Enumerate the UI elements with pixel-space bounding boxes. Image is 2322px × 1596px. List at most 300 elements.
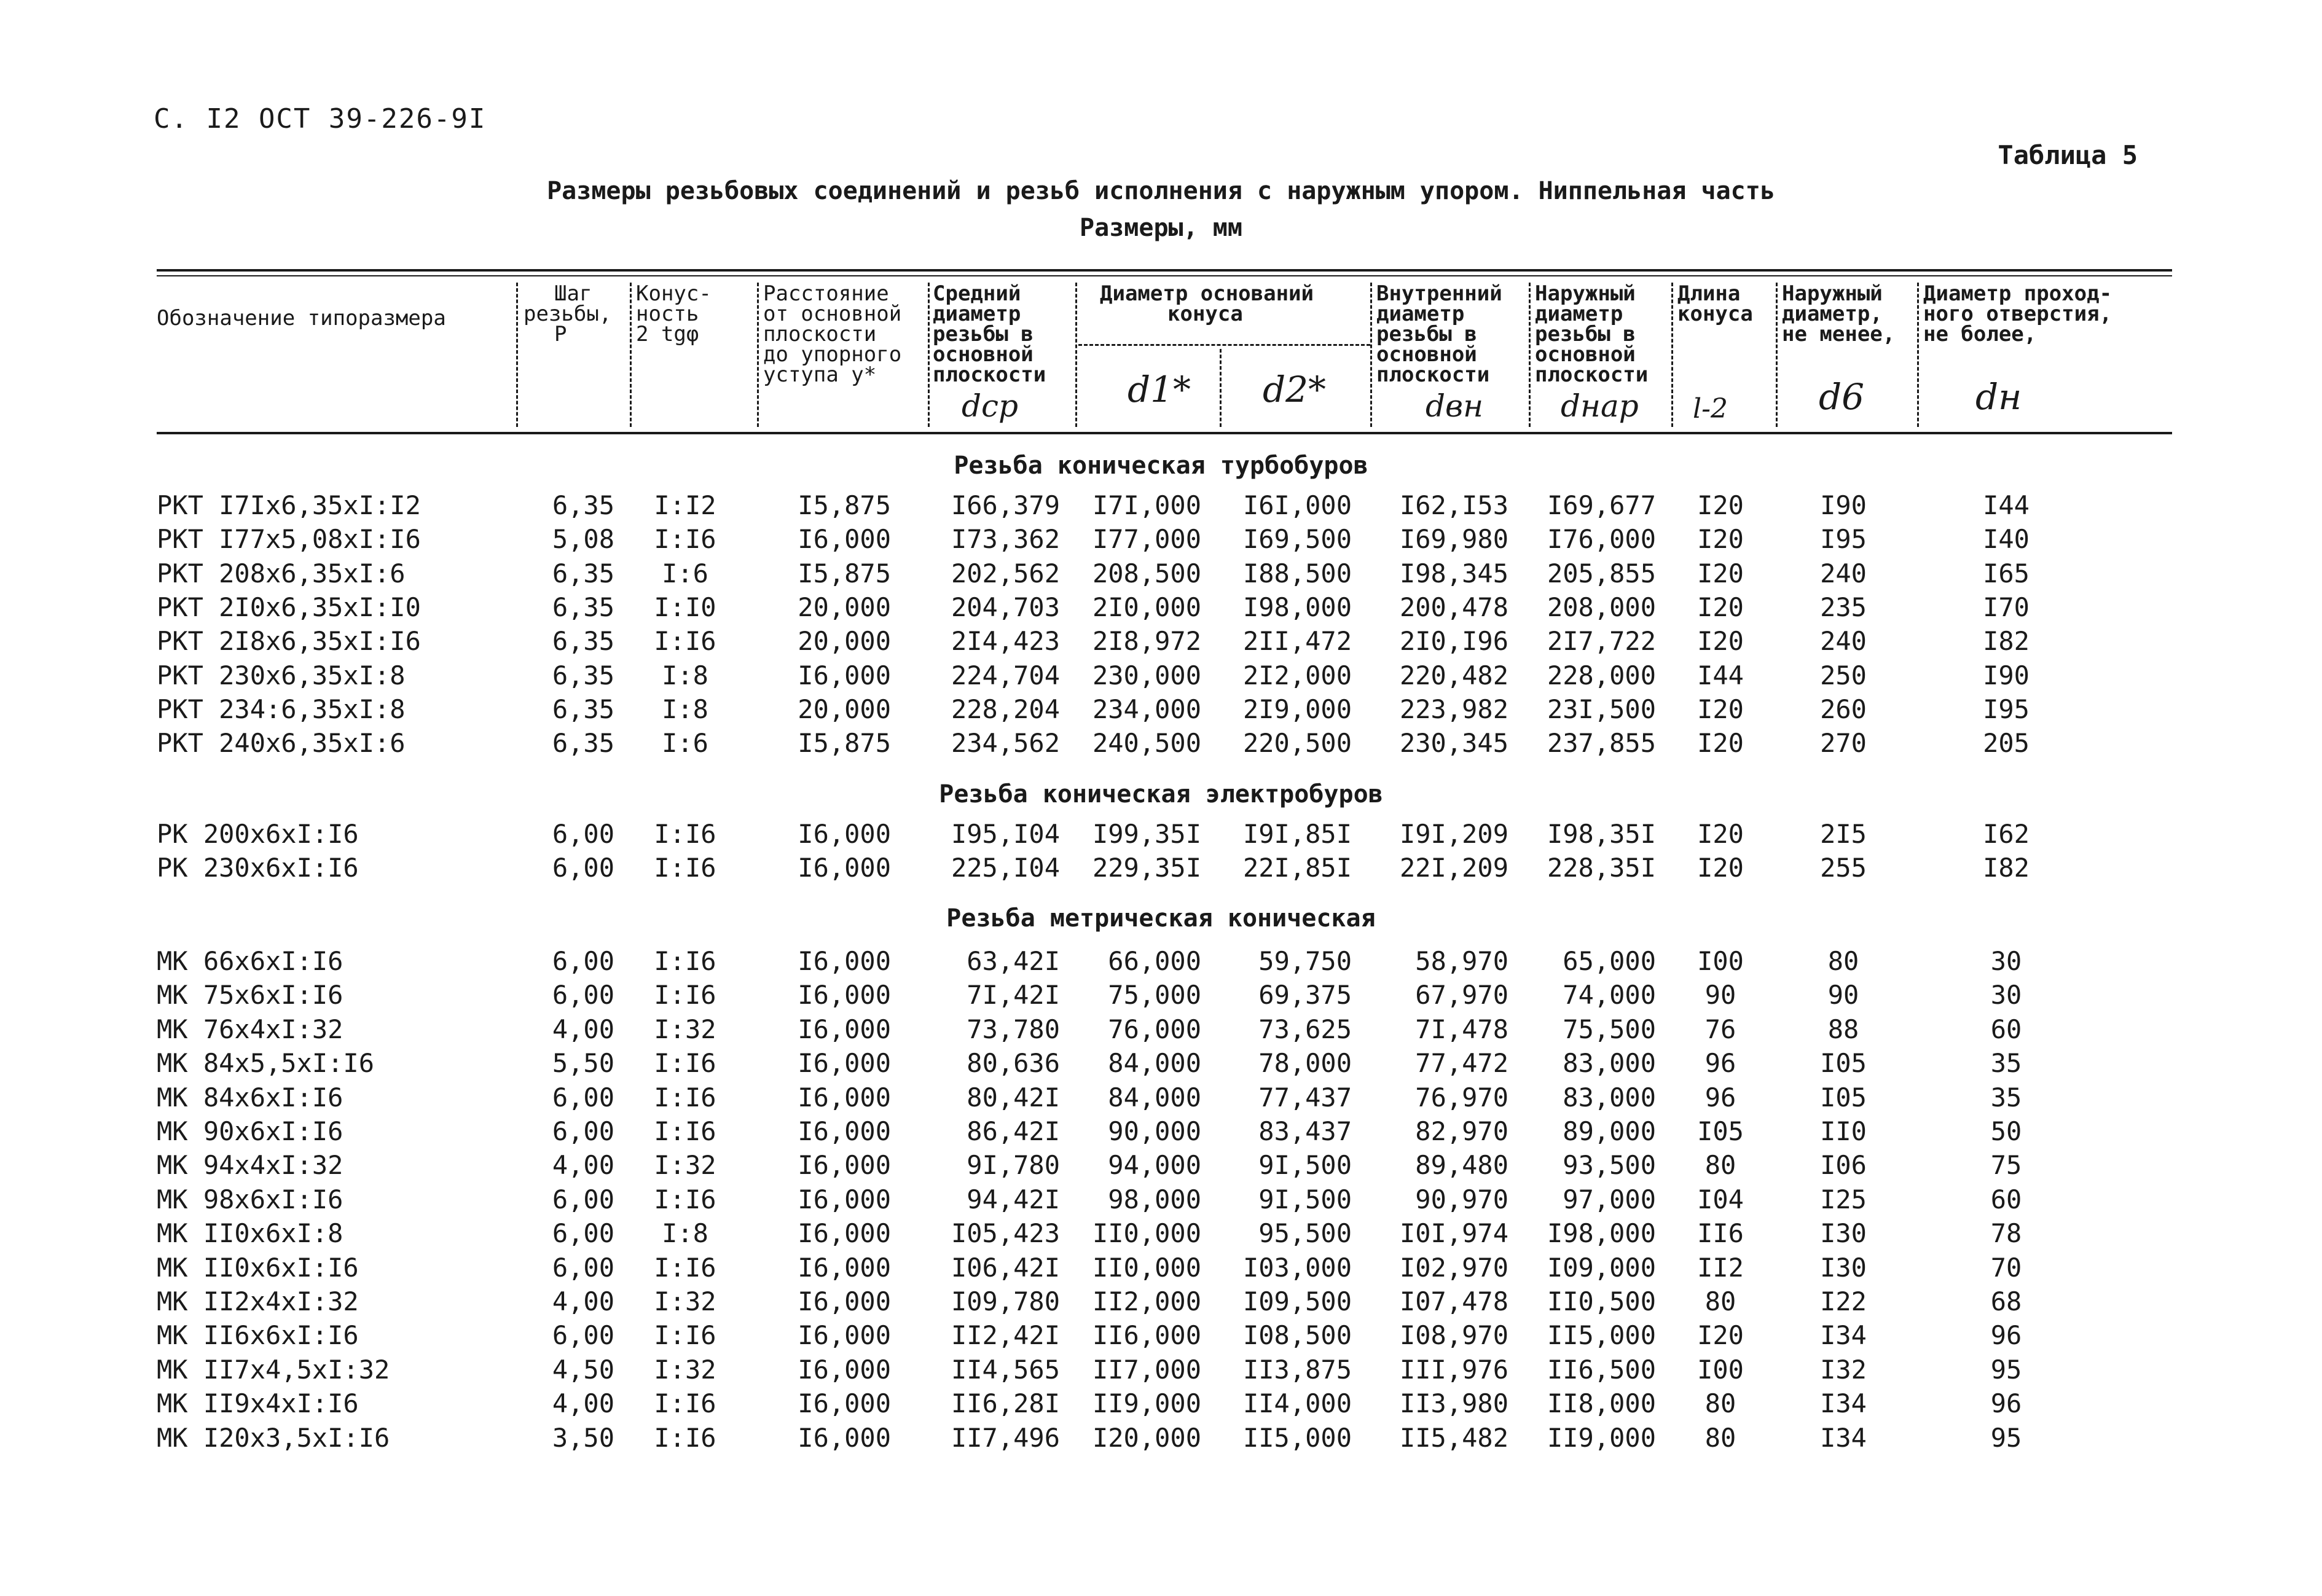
cell-d1: II2,000 [1092,1286,1201,1316]
cell-d2: I6I,000 [1242,490,1352,520]
table-row [0,1082,2322,1113]
cell-designation: МК II0x6xI:8 [157,1218,343,1249]
cell-distance: 20,000 [798,626,891,657]
cell-pitch: 6,35 [552,592,614,622]
cell-taper: I:I6 [654,1252,716,1283]
cell-distance: I6,000 [798,1286,891,1316]
cell-mean-dia: I95,I04 [951,819,1060,849]
cell-inner-dia: 200,478 [1399,592,1508,622]
cell-d1: 84,000 [1108,1082,1201,1113]
cell-d2: 22I,85I [1242,853,1352,883]
units-caption: Размеры, мм [1080,214,1242,242]
cell-inner-dia: I62,I53 [1399,490,1508,520]
cell-distance: I6,000 [798,1218,891,1249]
cell-distance: I6,000 [798,1184,891,1215]
cell-bore: 96 [1990,1320,2022,1351]
cell-designation: МК 98x6xI:I6 [157,1184,343,1215]
table-row [0,1048,2322,1079]
col-separator [928,283,930,427]
symbol-mean-dia: dср [962,388,1019,424]
cell-designation: МК 84x5,5xI:I6 [157,1048,375,1079]
cell-outer-dia: 83,000 [1563,1048,1656,1079]
cell-outer-min: 250 [1820,660,1867,690]
cell-cone-len: 90 [1704,980,1736,1011]
cell-designation: МК 94x4xI:32 [157,1150,343,1181]
col-pitch-header: Шаг резьбы, P [524,281,612,346]
cell-cone-len: 80 [1704,1286,1736,1316]
cell-outer-min: 255 [1820,853,1867,883]
cell-d1: 76,000 [1108,1014,1201,1044]
cell-d1: 230,000 [1092,660,1201,690]
table-row [0,1388,2322,1419]
cell-cone-len: I20 [1697,819,1744,849]
cell-designation: РК 200x6xI:I6 [157,819,359,849]
cell-mean-dia: 228,204 [951,694,1060,724]
cell-d2: 78,000 [1258,1048,1352,1079]
cell-cone-len: I20 [1697,694,1744,724]
cell-distance: I6,000 [798,946,891,976]
cell-outer-min: I30 [1820,1252,1867,1283]
cell-mean-dia: 80,636 [967,1048,1060,1079]
cell-pitch: 6,00 [552,1252,614,1283]
cell-d1: II0,000 [1092,1252,1201,1283]
cell-outer-min: I22 [1820,1286,1867,1316]
cell-pitch: 4,00 [552,1150,614,1181]
cell-cone-len: I20 [1697,592,1744,622]
cell-distance: I6,000 [798,1388,891,1419]
cell-outer-min: 240 [1820,626,1867,657]
table-caption: Размеры резьбовых соединений и резьб исполнения с наружным упором. Ниппельная часть [547,177,1775,205]
cell-mean-dia: 94,42I [967,1184,1060,1215]
col-mean-dia-header: Средний диаметр резьбы в основной плоскости [933,281,1046,387]
cell-bore: 50 [1990,1116,2022,1146]
cell-d1: II7,000 [1092,1354,1201,1385]
cell-taper: I:8 [662,694,708,724]
cell-inner-dia: II5,482 [1399,1422,1508,1453]
cell-inner-dia: II3,980 [1399,1388,1508,1419]
cell-d2: II4,000 [1242,1388,1352,1419]
col-separator [1370,283,1372,427]
table-row [0,1320,2322,1351]
cell-outer-dia: I69,677 [1547,490,1656,520]
cell-pitch: 4,00 [552,1286,614,1316]
cell-pitch: 6,00 [552,1116,614,1146]
cell-inner-dia: 58,970 [1415,946,1508,976]
table-row [0,524,2322,555]
cell-cone-len: I20 [1697,853,1744,883]
cell-cone-len: I20 [1697,626,1744,657]
cell-d1: 240,500 [1092,728,1201,759]
cell-bore: 68 [1990,1286,2022,1316]
table-row [0,1286,2322,1317]
cell-cone-len: I20 [1697,728,1744,759]
table-row [0,490,2322,521]
cell-bore: 96 [1990,1388,2022,1419]
cell-inner-dia: I08,970 [1399,1320,1508,1351]
cell-outer-min: I30 [1820,1218,1867,1249]
cell-distance: I6,000 [798,1014,891,1044]
cell-d2: 83,437 [1258,1116,1352,1146]
table-row [0,819,2322,850]
cell-pitch: 5,50 [552,1048,614,1079]
cell-taper: I:I6 [654,1184,716,1215]
cell-outer-min: 240 [1820,558,1867,589]
cell-designation: МК I20x3,5xI:I6 [157,1422,390,1453]
cell-pitch: 6,35 [552,490,614,520]
cell-taper: I:32 [654,1354,716,1385]
cell-bore: 30 [1990,980,2022,1011]
cell-mean-dia: 225,I04 [951,853,1060,883]
cell-d1: II0,000 [1092,1218,1201,1249]
cell-outer-min: I34 [1820,1388,1867,1419]
cell-bore: I82 [1983,853,2030,883]
cell-designation: РКТ 208x6,35xI:6 [157,558,406,589]
cell-d2: I88,500 [1242,558,1352,589]
cell-inner-dia: 82,970 [1415,1116,1508,1146]
cell-pitch: 6,35 [552,626,614,657]
cell-mean-dia: 204,703 [951,592,1060,622]
cell-pitch: 6,35 [552,660,614,690]
cell-mean-dia: II6,28I [951,1388,1060,1419]
cell-inner-dia: 7I,478 [1415,1014,1508,1044]
cell-designation: МК 66x6xI:I6 [157,946,343,976]
col-separator [757,283,759,427]
cell-bore: 60 [1990,1014,2022,1044]
cell-d2: 2I9,000 [1242,694,1352,724]
cell-designation: МК II7x4,5xI:32 [157,1354,390,1385]
table-row [0,1184,2322,1215]
col-separator [1075,283,1077,427]
cell-distance: I6,000 [798,980,891,1011]
section-title: Резьба коническая электробуров [939,780,1383,808]
cell-d1: II6,000 [1092,1320,1201,1351]
table-row [0,626,2322,657]
cell-bore: 205 [1983,728,2030,759]
cell-designation: МК II6x6xI:I6 [157,1320,359,1351]
cell-mean-dia: 73,780 [967,1014,1060,1044]
cell-mean-dia: II7,496 [951,1422,1060,1453]
cell-pitch: 6,35 [552,728,614,759]
cell-outer-dia: 237,855 [1547,728,1656,759]
cell-d2: 2I2,000 [1242,660,1352,690]
cell-d2: I09,500 [1242,1286,1352,1316]
cell-bore: I90 [1983,660,2030,690]
cell-d2: 9I,500 [1258,1184,1352,1215]
cell-outer-dia: 228,000 [1547,660,1656,690]
cell-outer-min: II0 [1820,1116,1867,1146]
cell-pitch: 6,00 [552,819,614,849]
cell-outer-dia: 2I7,722 [1547,626,1656,657]
cell-bore: 70 [1990,1252,2022,1283]
cell-d1: 90,000 [1108,1116,1201,1146]
table-row [0,1355,2322,1385]
cell-taper: I:I6 [654,1422,716,1453]
cell-outer-dia: I98,35I [1547,819,1656,849]
cell-designation: РКТ I7Ix6,35xI:I2 [157,490,421,520]
cell-outer-min: 2I5 [1820,819,1867,849]
cell-outer-min: 260 [1820,694,1867,724]
cell-outer-dia: 93,500 [1563,1150,1656,1181]
cell-cone-len: 96 [1704,1048,1736,1079]
cell-inner-dia: I98,345 [1399,558,1508,589]
cell-cone-len: I04 [1697,1184,1744,1215]
cell-outer-min: I32 [1820,1354,1867,1385]
cell-d1: I99,35I [1092,819,1201,849]
cell-outer-min: I25 [1820,1184,1867,1215]
cell-designation: РК 230x6xI:I6 [157,853,359,883]
table-row [0,728,2322,759]
cell-outer-min: I34 [1820,1422,1867,1453]
cell-cone-len: 76 [1704,1014,1736,1044]
cell-bore: I44 [1983,490,2030,520]
cell-designation: МК 84x6xI:I6 [157,1082,343,1113]
cell-inner-dia: 90,970 [1415,1184,1508,1215]
cell-outer-dia: I98,000 [1547,1218,1656,1249]
cell-distance: I6,000 [798,1422,891,1453]
cell-taper: I:I6 [654,1082,716,1113]
col-bore-header: Диаметр проход- ного отверстия, не более, [1923,281,2112,346]
cell-outer-dia: 205,855 [1547,558,1656,589]
cell-bore: I95 [1983,694,2030,724]
cell-outer-min: I06 [1820,1150,1867,1181]
cell-inner-dia: 89,480 [1415,1150,1508,1181]
cell-cone-len: I00 [1697,1354,1744,1385]
cell-inner-dia: 22I,209 [1399,853,1508,883]
table-label: Таблица 5 [1998,140,2138,170]
cell-outer-dia: 75,500 [1563,1014,1656,1044]
cell-d1: 234,000 [1092,694,1201,724]
cell-mean-dia: I05,423 [951,1218,1060,1249]
cell-d1: 98,000 [1108,1184,1201,1215]
cell-pitch: 6,35 [552,694,614,724]
cell-mean-dia: 9I,780 [967,1150,1060,1181]
cell-designation: МК II9x4xI:I6 [157,1388,359,1419]
cell-inner-dia: I9I,209 [1399,819,1508,849]
cell-outer-dia: II9,000 [1547,1422,1656,1453]
cell-inner-dia: I07,478 [1399,1286,1508,1316]
cell-distance: I6,000 [798,1150,891,1181]
cell-mean-dia: I06,42I [951,1252,1060,1283]
cell-bore: I62 [1983,819,2030,849]
cell-d2: 69,375 [1258,980,1352,1011]
cell-outer-dia: 228,35I [1547,853,1656,883]
cell-bore: I82 [1983,626,2030,657]
cell-bore: 78 [1990,1218,2022,1249]
cell-inner-dia: 76,970 [1415,1082,1508,1113]
cell-distance: 20,000 [798,694,891,724]
table-row [0,660,2322,691]
cell-designation: МК 90x6xI:I6 [157,1116,343,1146]
cell-pitch: 6,00 [552,1082,614,1113]
col-outer-dia-header: Наружный диаметр резьбы в основной плоскости [1535,281,1649,387]
cell-d2: 2II,472 [1242,626,1352,657]
cell-cone-len: I00 [1697,946,1744,976]
cell-d1: I7I,000 [1092,490,1201,520]
cell-d1: 229,35I [1092,853,1201,883]
cell-inner-dia: 220,482 [1399,660,1508,690]
cell-cone-len: I20 [1697,558,1744,589]
cell-designation: РКТ I77x5,08xI:I6 [157,524,421,555]
symbol-d2: d2* [1263,369,1327,410]
cell-d2: I08,500 [1242,1320,1352,1351]
cell-d1: 2I0,000 [1092,592,1201,622]
cell-pitch: 6,00 [552,853,614,883]
cell-pitch: 5,08 [552,524,614,555]
cell-outer-dia: 208,000 [1547,592,1656,622]
cell-pitch: 6,00 [552,980,614,1011]
cell-d1: 208,500 [1092,558,1201,589]
cell-outer-dia: 65,000 [1563,946,1656,976]
cell-outer-dia: 83,000 [1563,1082,1656,1113]
cell-distance: I6,000 [798,1116,891,1146]
cell-bore: 75 [1990,1150,2022,1181]
cell-distance: I5,875 [798,558,891,589]
col-separator [630,283,632,427]
cell-d2: I9I,85I [1242,819,1352,849]
cell-distance: I6,000 [798,660,891,690]
cell-outer-min: 90 [1827,980,1859,1011]
cell-d1: I77,000 [1092,524,1201,555]
cell-mean-dia: 234,562 [951,728,1060,759]
cell-cone-len: I20 [1697,1320,1744,1351]
cell-d2: I69,500 [1242,524,1352,555]
cell-pitch: 4,00 [552,1388,614,1419]
cell-designation: РКТ 240x6,35xI:6 [157,728,406,759]
table-row [0,592,2322,623]
cell-mean-dia: 63,42I [967,946,1060,976]
col-distance-header: Расстояние от основной плоскости до упорного уступа y* [763,281,902,387]
page-header: С. I2 ОСТ 39-226-9I [154,103,487,135]
cell-inner-dia: I69,980 [1399,524,1508,555]
cell-bore: 35 [1990,1048,2022,1079]
cell-d1: 66,000 [1108,946,1201,976]
cell-pitch: 4,00 [552,1014,614,1044]
cell-d2: 59,750 [1258,946,1352,976]
cell-d2: 77,437 [1258,1082,1352,1113]
cell-inner-dia: 223,982 [1399,694,1508,724]
cell-outer-min: 235 [1820,592,1867,622]
cell-bore: 95 [1990,1354,2022,1385]
table-row [0,1218,2322,1249]
symbol-cone-len: l-2 [1693,393,1728,424]
cell-bore: 95 [1990,1422,2022,1453]
header-top-rule [157,269,2172,272]
cell-cone-len: 80 [1704,1422,1736,1453]
cell-d1: 75,000 [1108,980,1201,1011]
cell-outer-dia: 89,000 [1563,1116,1656,1146]
cell-d1: I20,000 [1092,1422,1201,1453]
cell-inner-dia: 67,970 [1415,980,1508,1011]
table-row [0,694,2322,725]
cell-d2: I98,000 [1242,592,1352,622]
cell-mean-dia: I09,780 [951,1286,1060,1316]
cell-bore: 60 [1990,1184,2022,1215]
cone-base-subrule [1078,344,1370,346]
cell-distance: I6,000 [798,524,891,555]
cell-designation: МК II0x6xI:I6 [157,1252,359,1283]
cell-outer-min: 270 [1820,728,1867,759]
cell-mean-dia: 86,42I [967,1116,1060,1146]
cell-outer-dia: I76,000 [1547,524,1656,555]
cell-taper: I:I6 [654,524,716,555]
table-row [0,853,2322,883]
cell-mean-dia: 224,704 [951,660,1060,690]
cell-mean-dia: 202,562 [951,558,1060,589]
cell-outer-min: 88 [1827,1014,1859,1044]
cell-distance: 20,000 [798,592,891,622]
cell-mean-dia: II2,42I [951,1320,1060,1351]
symbol-outer-min: d6 [1819,376,1865,418]
cell-d1: II9,000 [1092,1388,1201,1419]
cell-taper: I:32 [654,1014,716,1044]
col-outer-min-header: Наружный диаметр, не менее, [1782,281,1896,346]
col-separator [1671,283,1673,427]
cell-outer-min: I05 [1820,1048,1867,1079]
cell-designation: МК 76x4xI:32 [157,1014,343,1044]
cell-distance: I6,000 [798,1320,891,1351]
cell-distance: I6,000 [798,1048,891,1079]
cell-outer-min: I90 [1820,490,1867,520]
cell-taper: I:I6 [654,1116,716,1146]
cell-outer-dia: II5,000 [1547,1320,1656,1351]
cell-d2: 220,500 [1242,728,1352,759]
col-separator [1220,349,1222,427]
cell-bore: I70 [1983,592,2030,622]
cell-mean-dia: I73,362 [951,524,1060,555]
cell-taper: I:8 [662,660,708,690]
cell-pitch: 6,00 [552,1320,614,1351]
cell-taper: I:I6 [654,946,716,976]
cell-cone-len: 80 [1704,1150,1736,1181]
cell-cone-len: II6 [1697,1218,1744,1249]
symbol-d1: d1* [1128,369,1191,410]
cell-inner-dia: III,976 [1399,1354,1508,1385]
cell-inner-dia: 2I0,I96 [1399,626,1508,657]
cell-d2: II3,875 [1242,1354,1352,1385]
table-row [0,980,2322,1011]
cell-d2: II5,000 [1242,1422,1352,1453]
cell-designation: РКТ 2I0x6,35xI:I0 [157,592,421,622]
cell-taper: I:I6 [654,853,716,883]
cell-taper: I:6 [662,728,708,759]
header-top-rule-thin [157,275,2172,276]
cell-outer-dia: 74,000 [1563,980,1656,1011]
cell-d2: 95,500 [1258,1218,1352,1249]
cell-inner-dia: I0I,974 [1399,1218,1508,1249]
cell-taper: I:I6 [654,980,716,1011]
cell-taper: I:6 [662,558,708,589]
cell-d2: 73,625 [1258,1014,1352,1044]
col-separator [1776,283,1778,427]
cell-taper: I:32 [654,1150,716,1181]
cell-designation: МК II2x4xI:32 [157,1286,359,1316]
cell-taper: I:I0 [654,592,716,622]
cell-inner-dia: 77,472 [1415,1048,1508,1079]
cell-outer-min: I05 [1820,1082,1867,1113]
cell-bore: 30 [1990,946,2022,976]
cell-taper: I:8 [662,1218,708,1249]
cell-cone-len: I20 [1697,490,1744,520]
cell-d2: I03,000 [1242,1252,1352,1283]
cell-taper: I:32 [654,1286,716,1316]
cell-outer-dia: II0,500 [1547,1286,1656,1316]
cell-mean-dia: 80,42I [967,1082,1060,1113]
cell-cone-len: I44 [1697,660,1744,690]
cell-bore: 35 [1990,1082,2022,1113]
cell-inner-dia: I02,970 [1399,1252,1508,1283]
cell-taper: I:I6 [654,1320,716,1351]
cell-d1: 84,000 [1108,1048,1201,1079]
